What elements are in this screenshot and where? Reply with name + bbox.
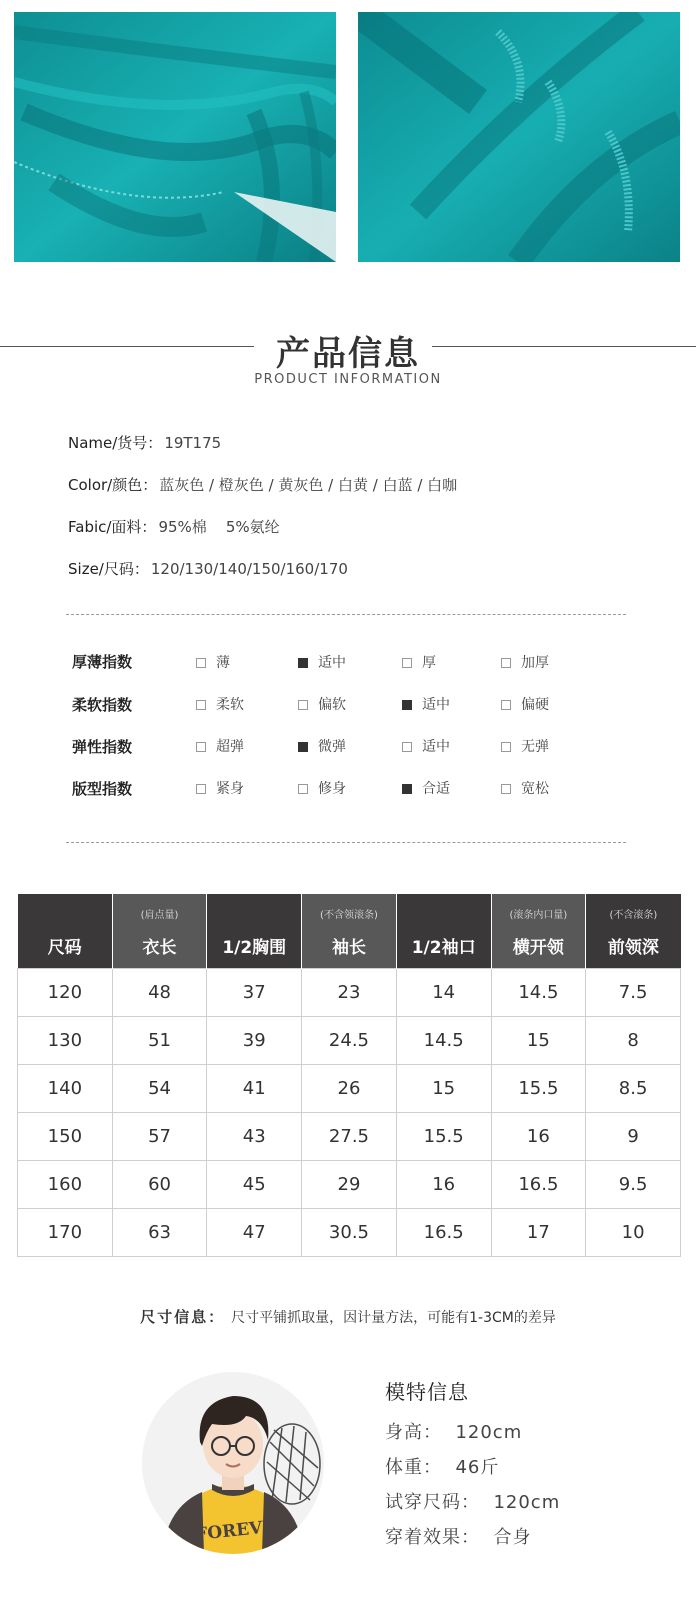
info-fabric-label: Fabic/面料： [68,518,157,536]
col-header-note: (不含领滚条) [320,910,378,921]
table-row [18,1017,681,1065]
table-cell: 17 [491,1209,586,1257]
table-cell: 14 [396,969,491,1017]
table-cell: 29 [302,1161,397,1209]
checkbox-icon [402,742,412,752]
index-option [501,736,549,756]
table-cell: 160 [18,1161,113,1209]
table-cell: 63 [112,1209,207,1257]
info-name [68,432,221,453]
table-cell: 60 [112,1161,207,1209]
table-cell: 8.5 [586,1065,681,1113]
info-color [68,474,457,495]
table-cell: 10 [586,1209,681,1257]
checkbox-icon [196,658,206,668]
model-info-title: 模特信息 [385,1380,469,1404]
checkbox-checked-icon [298,742,308,752]
index-label: 弹性指数 [72,738,133,756]
checkbox-icon [501,742,511,752]
table-cell: 16 [396,1161,491,1209]
index-label: 柔软指数 [72,696,133,714]
index-option [298,736,346,756]
table-cell: 23 [302,969,397,1017]
model-shirt-text: FOREVER [194,1515,291,1545]
option-label: 适中 [422,697,450,713]
table-cell: 16.5 [396,1209,491,1257]
option-label: 合适 [422,781,450,797]
option-label: 紧身 [216,781,244,797]
model-weight: 体重： 46斤 [385,1457,500,1478]
table-cell: 26 [302,1065,397,1113]
table-cell: 140 [18,1065,113,1113]
option-label: 宽松 [521,781,549,797]
model-avatar [142,1372,324,1554]
table-cell: 51 [112,1017,207,1065]
table-cell: 43 [207,1113,302,1161]
col-header-chest [207,894,302,969]
index-option [196,778,244,798]
table-cell: 54 [112,1065,207,1113]
table-cell: 16 [491,1113,586,1161]
checkbox-icon [298,784,308,794]
size-note-label: 尺寸信息： [140,1308,226,1326]
fabric-seam-photo [358,12,680,262]
table-cell: 150 [18,1113,113,1161]
col-header-label: 前领深 [607,938,659,958]
table-row [18,1113,681,1161]
table-cell: 27.5 [302,1113,397,1161]
option-label: 超弹 [216,739,244,755]
table-cell: 39 [207,1017,302,1065]
info-color-label: Color/颜色： [68,476,158,494]
checkbox-icon [196,784,206,794]
option-label: 偏硬 [521,697,549,713]
option-label: 厚 [422,655,436,671]
table-cell: 24.5 [302,1017,397,1065]
index-option [298,778,346,798]
info-size [68,558,348,579]
col-header-label: 尺码 [47,938,82,958]
table-cell: 57 [112,1113,207,1161]
col-header-label: 横开领 [512,938,564,958]
checkbox-checked-icon [402,784,412,794]
index-option [402,778,450,798]
info-color-value: 蓝灰色 / 橙灰色 / 黄灰色 / 白黄 / 白蓝 / 白咖 [159,476,458,494]
table-cell: 14.5 [396,1017,491,1065]
checkbox-icon [298,700,308,710]
table-cell: 9.5 [586,1161,681,1209]
col-header-note: (滚条内口量) [509,910,568,921]
table-cell: 130 [18,1017,113,1065]
checkbox-icon [501,784,511,794]
table-cell: 41 [207,1065,302,1113]
col-header-label: 1/2胸围 [222,938,287,958]
col-header-label: 衣长 [142,938,177,958]
index-label: 版型指数 [72,780,133,798]
index-option [501,652,549,672]
option-label: 偏软 [318,697,346,713]
table-cell: 45 [207,1161,302,1209]
checkbox-checked-icon [402,700,412,710]
model-size: 试穿尺码： 120cm [385,1492,561,1513]
index-option [196,736,244,756]
index-option [402,736,450,756]
index-option [501,694,549,714]
option-label: 柔软 [216,697,244,713]
table-row [18,1209,681,1257]
table-cell: 16.5 [491,1161,586,1209]
info-name-value: 19T175 [164,434,222,452]
col-header-note: (肩点量) [140,910,179,921]
index-option [501,778,549,798]
table-cell: 7.5 [586,969,681,1017]
option-label: 无弹 [521,739,549,755]
checkbox-icon [501,658,511,668]
checkbox-icon [196,700,206,710]
table-cell: 15.5 [396,1113,491,1161]
checkbox-icon [501,700,511,710]
index-option [402,652,436,672]
info-fabric [68,516,280,537]
model-fit: 穿着效果： 合身 [385,1527,532,1548]
table-row [18,969,681,1017]
option-label: 适中 [422,739,450,755]
option-label: 微弹 [318,739,346,755]
table-cell: 9 [586,1113,681,1161]
index-option [196,652,230,672]
info-size-value: 120/130/140/150/160/170 [150,560,348,578]
table-row [18,1065,681,1113]
checkbox-checked-icon [298,658,308,668]
table-cell: 37 [207,969,302,1017]
col-header-size [18,894,113,969]
table-cell: 30.5 [302,1209,397,1257]
option-label: 加厚 [521,655,549,671]
col-header-label: 袖长 [331,938,366,958]
option-label: 薄 [216,655,230,671]
table-cell: 47 [207,1209,302,1257]
table-cell: 15.5 [491,1065,586,1113]
size-table [17,894,681,1257]
index-option [196,694,244,714]
index-option [298,652,346,672]
table-cell: 120 [18,969,113,1017]
table-cell: 8 [586,1017,681,1065]
table-cell: 14.5 [491,969,586,1017]
col-header-cuff [396,894,491,969]
section-title: 产品信息 [276,334,420,374]
info-fabric-value: 95%棉 5%氨纶 [158,518,280,536]
index-option [298,694,346,714]
table-cell: 170 [18,1209,113,1257]
col-header-neck-depth [586,894,681,969]
option-label: 适中 [318,655,346,671]
col-header-label: 1/2袖口 [411,938,476,958]
checkbox-icon [402,658,412,668]
size-note-text: 尺寸平铺抓取量，因计量方法，可能有1-3CM的差异 [231,1310,556,1326]
table-header-row [18,894,681,969]
col-header-note: (不含滚条) [609,910,658,921]
col-header-length [112,894,207,969]
option-label: 修身 [318,781,346,797]
table-cell: 15 [491,1017,586,1065]
col-header-neck-width [491,894,586,969]
divider-bottom [66,842,626,843]
model-height: 身高： 120cm [385,1422,523,1443]
col-header-sleeve [302,894,397,969]
info-name-label: Name/货号： [68,434,163,452]
table-row [18,1161,681,1209]
section-subtitle: PRODUCT INFORMATION [254,372,442,387]
index-label: 厚薄指数 [72,653,133,671]
index-option [402,694,450,714]
table-cell: 15 [396,1065,491,1113]
size-note [0,1306,696,1327]
divider-top [66,614,626,615]
fabric-fold-photo [14,12,336,262]
checkbox-icon [196,742,206,752]
table-cell: 48 [112,969,207,1017]
info-size-label: Size/尺码： [68,560,149,578]
